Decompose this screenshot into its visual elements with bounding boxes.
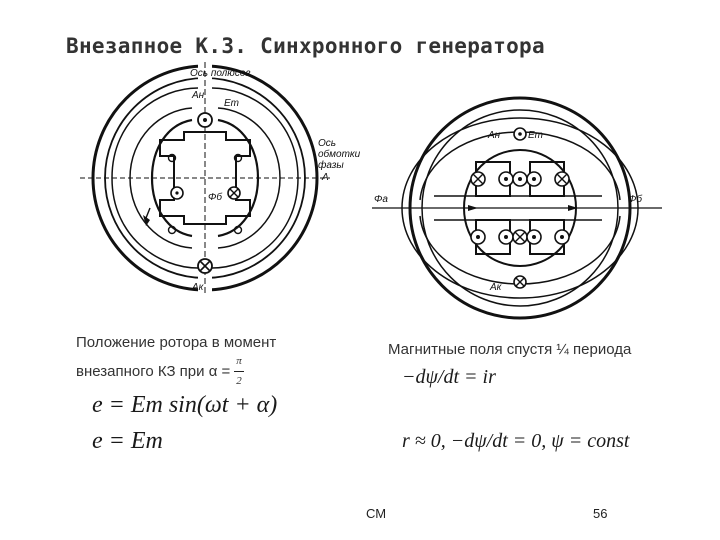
alpha-fraction-numerator: π: [234, 352, 244, 372]
right-em-label: Em: [528, 130, 543, 141]
right-a-bottom-label: Aк: [490, 282, 502, 293]
flux-right-label: Φб: [628, 194, 642, 205]
formula-emf-max: e = Em: [92, 428, 163, 454]
left-caption: [76, 333, 356, 391]
flux-left-label: Φа: [374, 194, 388, 205]
phase-axis-label-1: Ось: [318, 138, 337, 149]
phase-axis-label-3: фазы: [318, 160, 344, 171]
pole-axis-label: Ось полюсов: [190, 68, 251, 79]
em-label: Em: [224, 98, 239, 109]
phase-axis-label-2: обмотки: [318, 149, 361, 160]
magnetic-field-diagram: [372, 90, 662, 320]
left-caption-line2: внезапного КЗ при α =: [76, 363, 231, 380]
formula-emf: e = Em sin(ωt + α): [92, 392, 278, 418]
left-caption-line1: Положение ротора в момент: [76, 334, 277, 351]
right-caption: Магнитные поля спустя ¼ периода: [388, 341, 632, 358]
slide-title: Внезапное К.З. Синхронного генератора: [66, 34, 545, 58]
footer-author: СМ: [366, 506, 387, 521]
flux-label: Φб: [208, 192, 222, 203]
a-bottom-label: Aк: [192, 282, 204, 293]
formula-flux-linkage: −dψ/dt = ir: [402, 366, 496, 388]
right-a-top-label: Aн: [488, 130, 501, 141]
rotor-position-diagram: [60, 58, 370, 298]
phase-axis-label-4: A: [322, 172, 329, 183]
alpha-fraction: [234, 352, 244, 391]
formula-constant-flux: r ≈ 0, −dψ/dt = 0, ψ = const: [402, 430, 630, 452]
page-number: 56: [593, 506, 608, 521]
alpha-fraction-denominator: 2: [236, 375, 242, 387]
a-top-label: Aн: [192, 90, 205, 101]
